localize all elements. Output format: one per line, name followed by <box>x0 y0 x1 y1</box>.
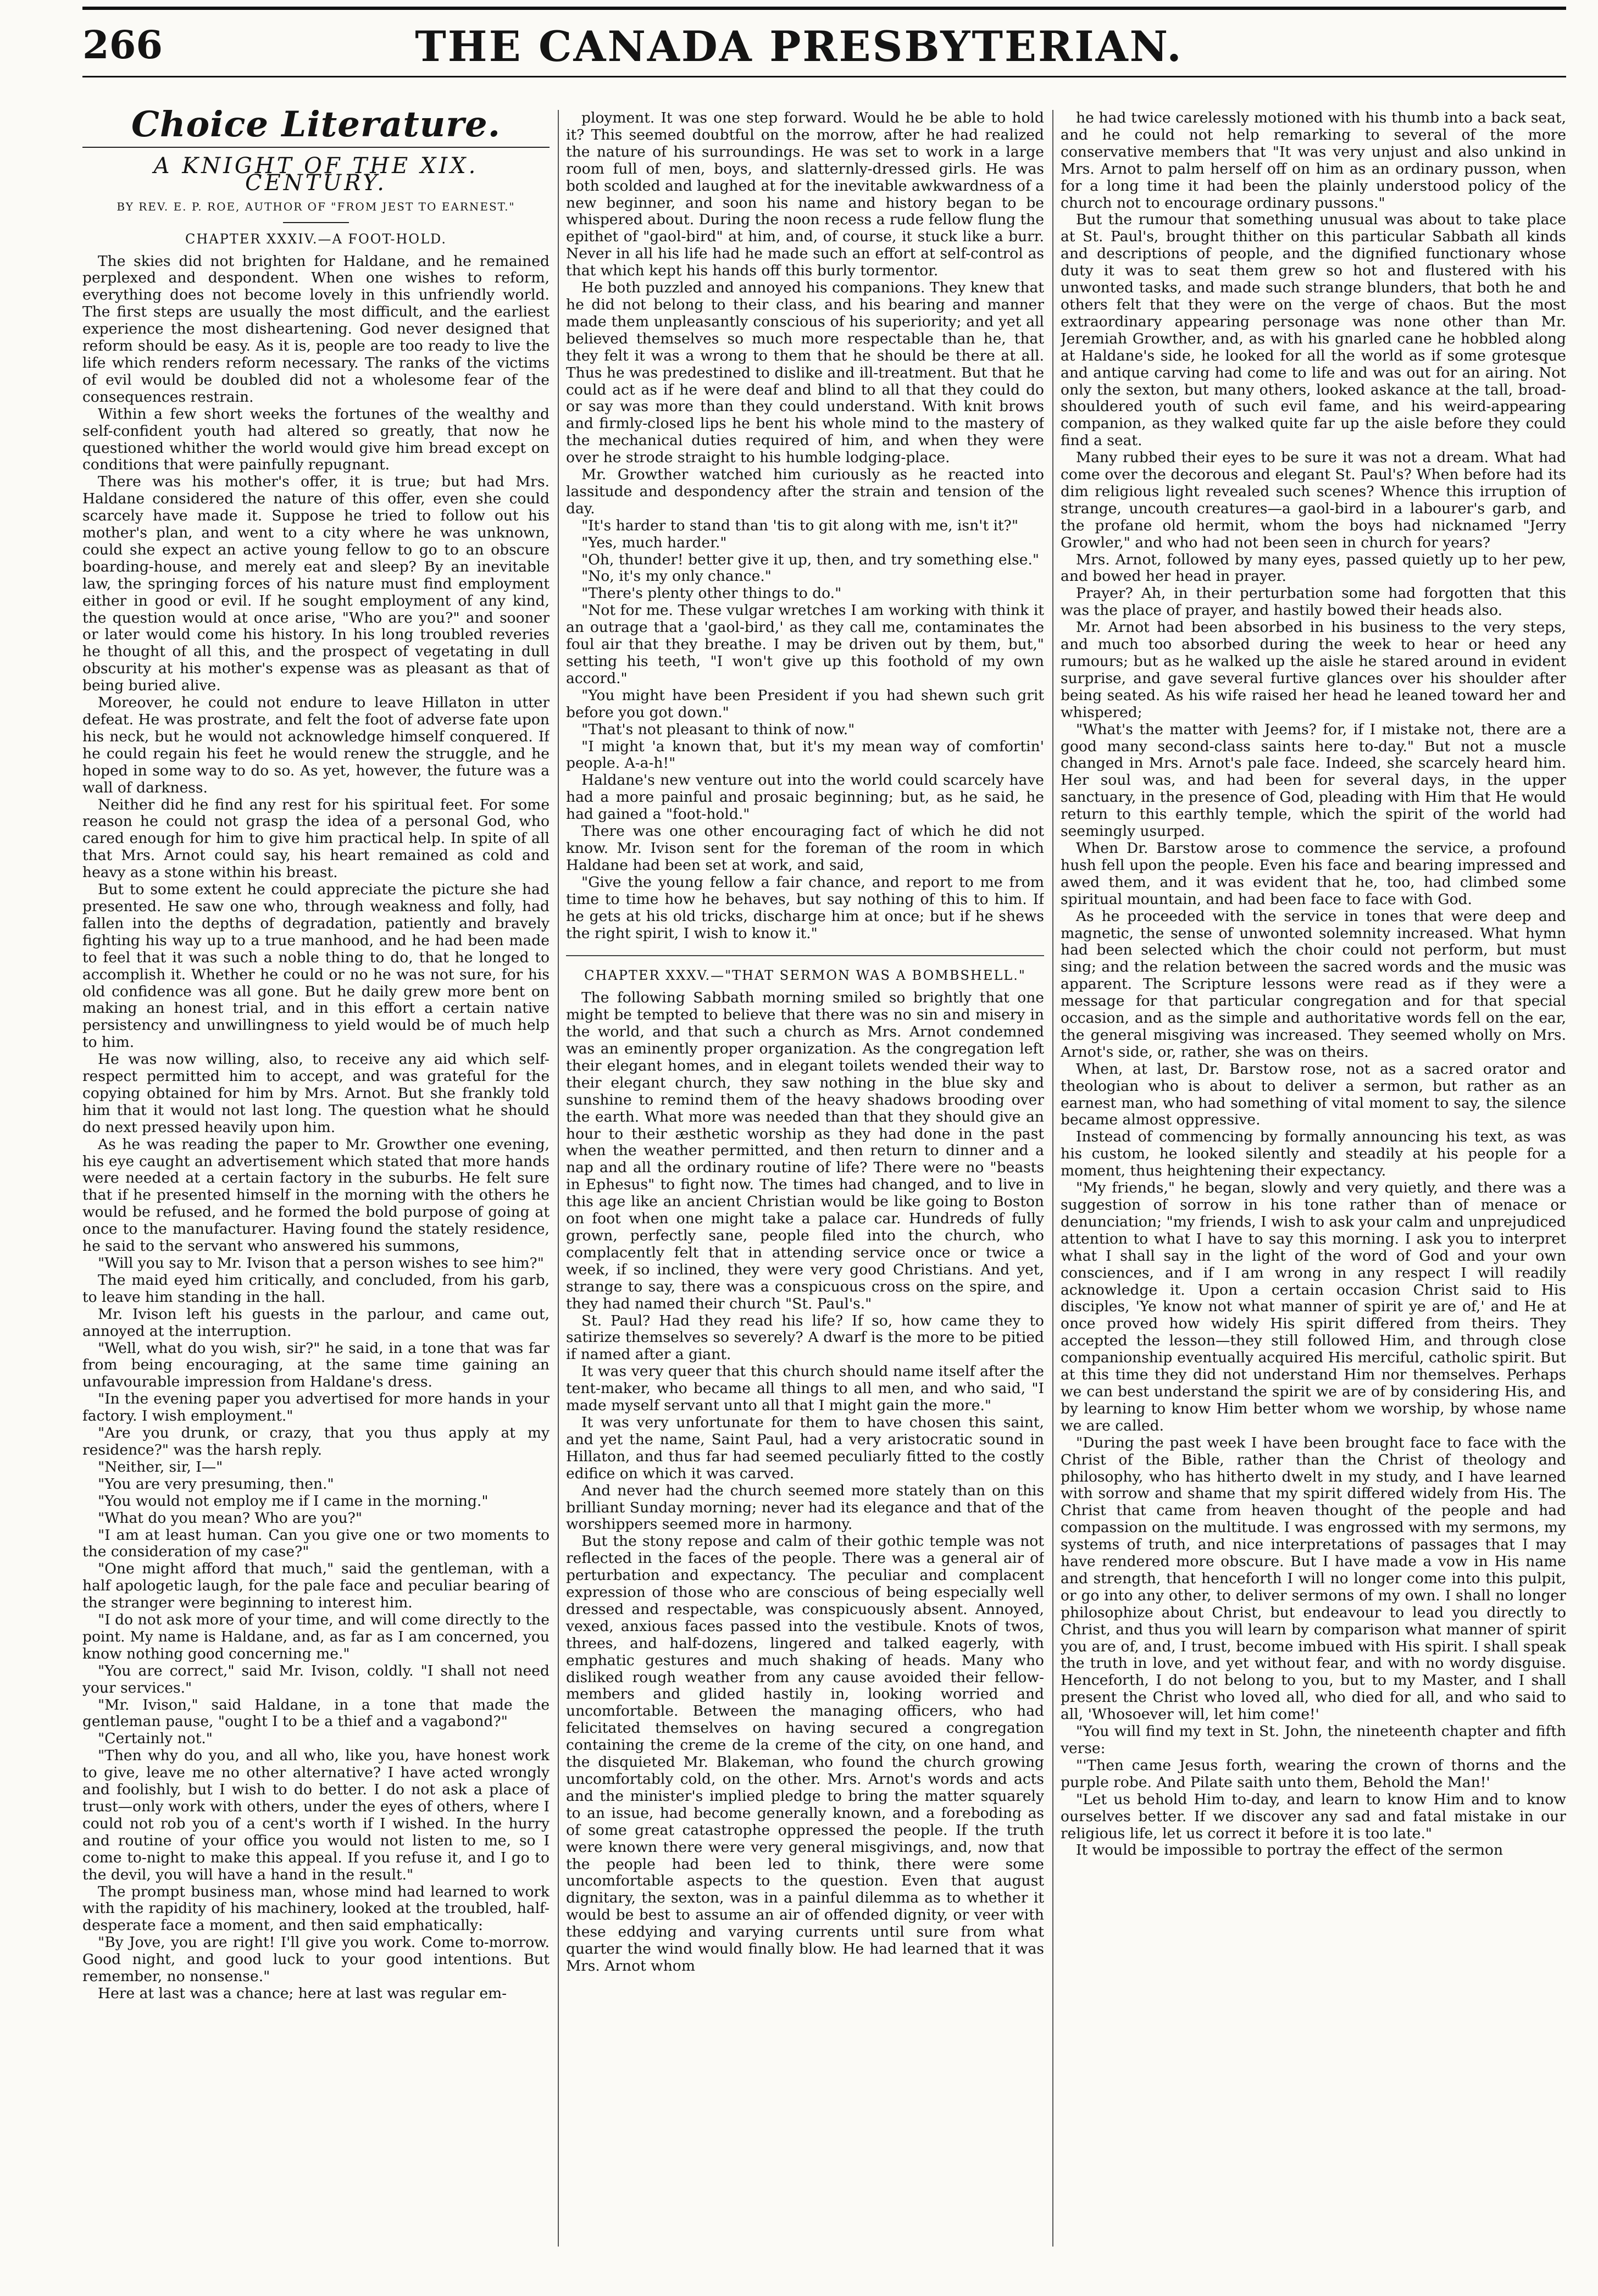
paragraph: "It's harder to stand than 'tis to git along with me, isn't it?" <box>581 517 1019 534</box>
paragraph: "Then why do you, and all who, like you, have honest work to give, leave me no other alternative? I have acted wrongly and foolishly, but I wish to do better. I do not ask a place of trust—only work with others, under the eyes of others, where I could not rob you of a cent's worth if I wished. In the hurry and routine of your office you would not listen to me, so I come to-night to make this appeal. If you refuse it, and I go to the devil, you will have a hand in the result." <box>82 1747 550 1883</box>
paragraph: "'Then came Jesus forth, wearing the crown of thorns and the purple robe. And Pilate saith unto them, Behold the Man!' <box>1061 1756 1566 1791</box>
paragraph: Mr. Ivison left his guests in the parlour, and came out, annoyed at the interruption. <box>82 1305 550 1340</box>
paragraph: But the rumour that something unusual was about to take place at St. Paul's, brought thither on this particular Sabbath all kinds and descriptions of people, and the dignified functionary whose duty it was to seat them grew so hot and flustered with his unwonted tasks, and made such strange blunders, that both he and others felt that they were on the verge of chaos. But the most extraordinary appearing personage was none other than Mr. Jeremiah Growther, and, as with his gnarled cane he hobbled along at Haldane's side, he looked for all the world as if some grotesque and antique carving had come to life and was out for an airing. Not only the sexton, but many others, looked askance at the tall, broad-shouldered youth of such evil fame, and his weird-appearing companion, as they walked quite far up the aisle before they could find a seat. <box>1061 211 1566 450</box>
paragraph: "Yes, much harder." <box>581 534 727 551</box>
section-title: Choice Literature. <box>131 110 501 145</box>
paragraph: Instead of commencing by formally announcing his text, as was his custom, he looked silently and steadily at his people for a moment, thus heightening their expectancy. <box>1061 1128 1566 1180</box>
paragraph: "I do not ask more of your time, and will come directly to the point. My name is Haldane, and, as far as I am concerned, you know nothing good concerning me." <box>82 1611 550 1662</box>
paragraph: Prayer? Ah, in their perturbation some had forgotten that this was the place of prayer, and hastily bowed their heads also. <box>1061 585 1566 619</box>
paragraph: "What do you mean? Who are you?" <box>98 1509 363 1527</box>
column-2-body-bottom <box>566 990 1044 1975</box>
paragraph: "Not for me. These vulgar wretches I am working with think it an outrage that a 'gaol-bird,' as they call me, contaminates the foul air that they breathe. I may be driven out by them, but," setting his teeth, "I won't give up this foothold of my own accord." <box>566 602 1044 687</box>
paragraph: "Will you say to Mr. Ivison that a person wishes to see him?" <box>98 1255 544 1272</box>
column-2-body-top <box>566 110 1044 942</box>
paragraph: "You are very presuming, then." <box>98 1475 334 1493</box>
top-rule <box>82 7 1566 10</box>
paragraph: "Give the young fellow a fair chance, and report to me from time to time how he behaves, but say nothing of this to him. If he gets at his old tricks, discharge him at once; but if he shews the right spirit, I wish to know it." <box>566 873 1044 942</box>
paragraph: When, at last, Dr. Barstow rose, not as a sacred orator and theologian who is about to deliver a sermon, but rather as an earnest man, who had something of vital moment to say, the silence became almost oppressive. <box>1061 1060 1566 1129</box>
paragraph: "During the past week I have been brought face to face with the Christ of the Bible, rather than the Christ of theology and philosophy, who has hitherto dwelt in my study, and I have learned with sorrow and shame that my spirit differed widely from His. The Christ that came from heaven thought of the people and had compassion on the multitude. I was engrossed with my sermons, my systems of truth, and nice interpretations of passages that I may have rendered more obscure. But I have made a vow in His name and strength, that henceforth I will no longer come into this pulpit, or go into any other, to deliver sermons of my own. I shall no longer philosophize about Christ, but endeavour to lead you directly to Christ, and thus you will learn by comparison what manner of spirit you are of, and, I trust, become imbued with His spirit. I shall speak the truth in love, and yet without fear, and with no wordy disguise. Henceforth, I do not belong to you, but to my Master, and I shall present the Christ who loved all, who died for all, and who said to all, 'Whosoever will, let him come!' <box>1061 1434 1566 1723</box>
paragraph: It was very queer that this church should name itself after the tent-maker, who became all things to all men, and who said, "I made myself servant unto all that I might gain the more." <box>566 1363 1044 1415</box>
paragraph: The prompt business man, whose mind had learned to work with the rapidity of his machinery, looked at the troubled, half-desperate face a moment, and then said emphatically: <box>82 1883 550 1934</box>
masthead: THE CANADA PRESBYTERIAN. <box>415 22 1183 71</box>
paragraph: Moreover, he could not endure to leave Hillaton in utter defeat. He was prostrate, and felt the foot of adverse fate upon his neck, but he would not acknowledge himself conquered. If he could regain his feet he would renew the struggle, and he hoped in some way to do so. As yet, however, the future was a wall of darkness. <box>82 694 550 796</box>
paragraph: Mr. Growther watched him curiously as he reacted into lassitude and despondency after the strain and tension of the day. <box>566 466 1044 517</box>
byline: BY REV. E. P. ROE, AUTHOR OF "FROM JEST TO EARNEST." <box>116 199 515 213</box>
paragraph: Neither did he find any rest for his spiritual feet. For some reason he could not grasp the idea of a personal God, who cared enough for him to give him practical help. In spite of all that Mrs. Arnot could say, his heart remained as cold and heavy as a stone within his breast. <box>82 796 550 881</box>
column-1-body <box>82 253 550 2003</box>
paragraph: Here at last was a chance; here at last was regular em- <box>98 1984 507 2002</box>
paragraph: "I am at least human. Can you give one or two moments to the consideration of my case?" <box>82 1526 550 1561</box>
paragraph: "Mr. Ivison," said Haldane, in a tone that made the gentleman pause, "ought I to be a thief and a vagabond?" <box>82 1696 550 1731</box>
paragraph: ployment. It was one step forward. Would he be able to hold it? This seemed doubtful on the morrow, after he had realized the nature of his surroundings. He was set to work in a large room full of men, boys, and slatternly-dressed girls. He was both scolded and laughed at for the inevitable awkwardness of a new beginner, and soon his name and history began to be whispered about. During the noon recess a rude fellow flung the epithet of "gaol-bird" at him, and, of course, it stuck like a burr. Never in all his life had he made such an effort at self-control as that which kept his hands off this burly tormentor. <box>566 110 1044 280</box>
paragraph: "Let us behold Him to-day, and learn to know Him and to know ourselves better. If we discover any sad and fatal mistake in our religious life, let us correct it before it is too late." <box>1061 1790 1566 1842</box>
paragraph: "Oh, thunder! better give it up, then, and try something else." <box>581 551 1040 568</box>
paragraph: "You will find my text in St. John, the nineteenth chapter and fifth verse: <box>1061 1723 1566 1757</box>
paragraph: "One might afford that much," said the gentleman, with a half apologetic laugh, for the pale face and peculiar bearing of the stranger were beginning to interest him. <box>82 1560 550 1612</box>
paragraph: "Certainly not." <box>98 1730 213 1748</box>
paragraph: St. Paul? Had they read his life? If so, how came they to satirize themselves so severely? A dwarf is the more to be pitied if named after a giant. <box>566 1312 1044 1363</box>
column-rule <box>558 110 559 2247</box>
paragraph: The following Sabbath morning smiled so brightly that one might be tempted to believe that there was no sin and misery in the world, and that such a church as Mrs. Arnot condemned was an eminently proper organization. As the congregation left their elegant homes, and in elegant toilets wended their way to their elegant church, they saw nothing in the blue sky and sunshine to remind them of the heavy shadows brooding over the earth. What more was needed than that they should give an hour to their æsthetic worship as they had done in the past when the weather permitted, and then return to dinner and a nap and all the ordinary routine of life? There were no "beasts in Ephesus" to fight now. The times had changed, and to live in this age like an ancient Christian would be like going to Boston on foot when one might take a palace car. Hundreds of fully grown, perfectly sane, people filed into the church, who complacently felt that in attending service once or twice a week, if so inclined, they were very good Christians. And yet, strange to say, there was a conspicuous cross on the spire, and they had named their church "St. Paul's." <box>566 989 1044 1312</box>
paragraph: "You might have been President if you had shewn such grit before you got down." <box>566 686 1044 721</box>
paragraph: "There's plenty other things to do." <box>581 585 842 602</box>
paragraph: "I might 'a known that, but it's my mean way of comfortin' people. A-a-h!" <box>566 737 1044 772</box>
paragraph: "No, it's my only chance." <box>581 568 772 585</box>
paragraph: "By Jove, you are right! I'll give you work. Come to-morrow. Good night, and good luck to your good intentions. But remember, no nonsense." <box>82 1934 550 1986</box>
header-rule <box>82 76 1566 77</box>
paragraph: "You are correct," said Mr. Ivison, coldly. "I shall not need your services." <box>82 1662 550 1696</box>
paragraph: Mrs. Arnot, followed by many eyes, passed quietly up to her pew, and bowed her head in prayer. <box>1061 551 1566 585</box>
paragraph: It would be impossible to portray the effect of the sermon <box>1076 1842 1503 1859</box>
paragraph: It was very unfortunate for them to have chosen this saint, and yet the name, Saint Paul, had a very aristocratic sound in Hillaton, and thus far had seemed peculiarly fitted to the costly edifice on which it was carved. <box>566 1413 1044 1482</box>
story-title: A KNIGHT OF THE XIX. CENTURY. <box>153 153 479 196</box>
paragraph: "You would not employ me if I came in the morning." <box>98 1492 489 1510</box>
paragraph: "In the evening paper you advertised for more hands in your factory. I wish employment." <box>82 1390 550 1425</box>
paragraph: He was now willing, also, to receive any aid which self-respect permitted him to accept, and was grateful for the copying obtained for him by Mrs. Arnot. But she frankly told him that it would not last long. The question what he should do next pressed heavily upon him. <box>82 1051 550 1136</box>
paragraph: "That's not pleasant to think of now." <box>581 720 855 738</box>
paragraph: Many rubbed their eyes to be sure it was not a dream. What had come over the decorous and elegant St. Paul's? When before had its dim religious light revealed such scenes? Whence this irruption of strange, uncouth creatures—a gaol-bird in a labourer's garb, and the profane old hermit, whom the boys had nicknamed "Jerry Growler," and who had not been seen in church for years? <box>1061 449 1566 551</box>
paragraph: The skies did not brighten for Haldane, and he remained perplexed and despondent. When one wishes to reform, everything does not become lovely in this unfriendly world. The first steps are usually the most difficult, and the earliest experience the most disheartening. God never designed that reform should be easy. As it is, people are too ready to live the life which renders reform necessary. The ranks of the victims of evil would be doubled did not a wholesome fear of the consequences restrain. <box>82 252 550 406</box>
paragraph: Within a few short weeks the fortunes of the wealthy and self-confident youth had altered so greatly, that now he questioned whither the world would give him bread except on conditions that were painfully repugnant. <box>82 405 550 474</box>
paragraph: But to some extent he could appreciate the picture she had presented. He saw one who, through weakness and folly, had fallen into the depths of degradation, patiently and bravely fighting his way up to a true manhood, and he had been made to feel that it was such a noble thing to do, that he longed to accomplish it. Whether he could or no he was not sure, for his old confidence was all gone. But he daily grew more bent on making an honest trial, and in this effort a certain native persistency and unwillingness to yield would be of much help to him. <box>82 881 550 1051</box>
paragraph: There was one other encouraging fact of which he did not know. Mr. Ivison sent for the foreman of the room in which Haldane had been set at work, and said, <box>566 823 1044 874</box>
section-title-rule <box>82 147 550 148</box>
paragraph: There was his mother's offer, it is true; but had Mrs. Haldane considered the nature of this offer, even she could scarcely have made it. Suppose he tried to follow out his mother's plan, and went to a city where he was unknown, could she expect an active young fellow to go to an obscure boarding-house, and merely eat and sleep? By an inevitable law, the springing forces of his nature must find employment either in good or evil. If he sought employment of any kind, the question would at once arise, "Who are you?" and sooner or later would come his history. In his long troubled reveries he thought of all this, and the prospect of vegetating in dull obscurity at his mother's expense was as pleasant as that of being buried alive. <box>82 473 550 695</box>
paragraph: Mr. Arnot had been absorbed in his business to the very steps, and much too absorbed during the week to hear or heed any rumours; but as he walked up the aisle he stared around in evident surprise, and gave several furtive glances over his shoulder after being seated. As his wife raised her head he leaned toward her and whispered; <box>1061 619 1566 721</box>
paragraph: "Are you drunk, or crazy, that you thus apply at my residence?" was the harsh reply. <box>82 1424 550 1458</box>
paragraph: The maid eyed him critically, and concluded, from his garb, to leave him standing in the hall. <box>82 1271 550 1306</box>
paragraph: But the stony repose and calm of their gothic temple was not reflected in the faces of the people. There was a general air of perturbation and expectancy. The peculiar and complacent expression of those who are conscious of being especially well dressed and respectable, was conspicuously absent. Annoyed, vexed, anxious faces passed into the vestibule. Knots of twos, threes, and half-dozens, lingered and talked eagerly, with emphatic gestures and much shaking of heads. Many who disliked rough weather from any cause avoided their fellow-members and glided hastily in, looking worried and uncomfortable. Between the managing officers, who had felicitated themselves on having secured a congregation containing the creme de la creme of the city, on one hand, and the disquieted Mr. Blakeman, who found the church growing uncomfortably cold, on the other. Mrs. Arnot's words and acts and the minister's implied pledge to bring the matter squarely to an issue, had become generally known, and a foreboding as of some great catastrophe oppressed the people. If the truth were known there were very general misgivings, and, now that the people had been led to think, there were some uncomfortable aspects to the question. Even that august dignitary, the sexton, was in a painful dilemma as to whether it would be best to assume an air of offended dignity, or veer with these eddying and varying currents until sure from what quarter the wind would finally blow. He had learned that it was Mrs. Arnot whom <box>566 1533 1044 1975</box>
column-3-body <box>1061 110 1566 1859</box>
paragraph: As he was reading the paper to Mr. Growther one evening, his eye caught an advertisement which stated that more hands were needed at a certain factory in the suburbs. He felt sure that if he presented himself in the morning with the others he would be refused, and he formed the bold purpose of going at once to the manufacturer. Having found the stately residence, he said to the servant who answered his summons, <box>82 1135 550 1255</box>
chapter-divider <box>566 955 1044 956</box>
column-2 <box>566 110 1044 2252</box>
column-3 <box>1061 110 1566 2252</box>
paragraph: he had twice carelessly motioned with his thumb into a back seat, and he could not help remarking to several of the more conservative members that "It was very unjust and also unkind in Mrs. Arnot to palm herself off on him as an ordinary pusson, when for a long time it had been the plainly understood policy of the church not to encourage ordinary pussons." <box>1061 110 1566 212</box>
paragraph: "My friends," he began, slowly and very quietly, and there was a suggestion of sorrow in his tone rather than of menace or denunciation; "my friends, I wish to ask your calm and unprejudiced attention to what I have to say this morning. I ask you to interpret what I shall say in the light of the word of God and your own consciences, and if I am wrong in any respect I will readily acknowledge it. Upon a certain occasion Christ said to His disciples, 'Ye know not what manner of spirit ye are of,' and He at once proved how widely His spirit differed from theirs. They accepted the lesson—they still followed Him, and through close companionship eventually acquired His merciful, catholic spirit. But at this time they did not understand Him nor themselves. Perhaps we can best understand the spirit we are of by considering His, and by learning to know Him better whom we worship, by whose name we are called. <box>1061 1179 1566 1434</box>
paragraph: "What's the matter with Jeems? for, if I mistake not, there are a good many second-class saints here to-day." But not a muscle changed in Mrs. Arnot's pale face. Indeed, she scarcely heard him. Her soul was, and had been for several days, in the upper sanctuary, in the presence of God, pleading with Him that He would return to this earthly temple, which the spirit of the world had seemingly usurped. <box>1061 720 1566 840</box>
page-number: 266 <box>82 22 163 68</box>
paragraph: And never had the church seemed more stately than on this brilliant Sunday morning; never had its elegance and that of the worshippers seemed more in harmony. <box>566 1482 1044 1533</box>
paragraph: "Neither, sir, I—" <box>98 1458 223 1476</box>
paragraph: Haldane's new venture out into the world could scarcely have had a more painful and prosaic beginning; but, as he said, he had gained a "foot-hold." <box>566 772 1044 823</box>
chapter-heading: CHAPTER XXXV.—"THAT SERMON WAS A BOMBSHELL." <box>584 968 1026 984</box>
paragraph: As he proceeded with the service in tones that were deep and magnetic, the sense of unwonted solemnity increased. What hymn had been selected which the choir could not perform, but must sing; and the relation between the sacred words and the music was apparent. The Scripture lessons were read as if they were a message for that particular congregation and for that special occasion, and as the simple and authoritative words fell on the ear, the general misgiving was increased. They seemed wholly on Mrs. Arnot's side, or, rather, she was on theirs. <box>1061 907 1566 1061</box>
paragraph: He both puzzled and annoyed his companions. They knew that he did not belong to their class, and his bearing and manner made them unpleasantly conscious of his superiority; and yet all believed themselves so much more respectable than he, that they felt it was a wrong to them that he should be there at all. Thus he was predestined to dislike and ill-treatment. But that he could act as if he were deaf and blind to all that they could do or say was more than they could understand. With knit brows and firmly-closed lips he bent his whole mind to the mastery of the mechanical duties required of him, and when they were over he strode straight to his humble lodging-place. <box>566 279 1044 467</box>
byline-rule <box>283 222 349 223</box>
paragraph: When Dr. Barstow arose to commence the service, a profound hush fell upon the people. Even his face and bearing impressed and awed them, and it was evident that he, too, had climbed some spiritual mountain, and had been face to face with God. <box>1061 839 1566 908</box>
chapter-heading: CHAPTER XXXIV.—A FOOT-HOLD. <box>185 231 447 247</box>
column-rule <box>1052 110 1053 2247</box>
column-1 <box>82 110 550 2252</box>
paragraph: "Well, what do you wish, sir?" he said, in a tone that was far from being encouraging, at the same time gaining an unfavourable impression from Haldane's dress. <box>82 1339 550 1391</box>
